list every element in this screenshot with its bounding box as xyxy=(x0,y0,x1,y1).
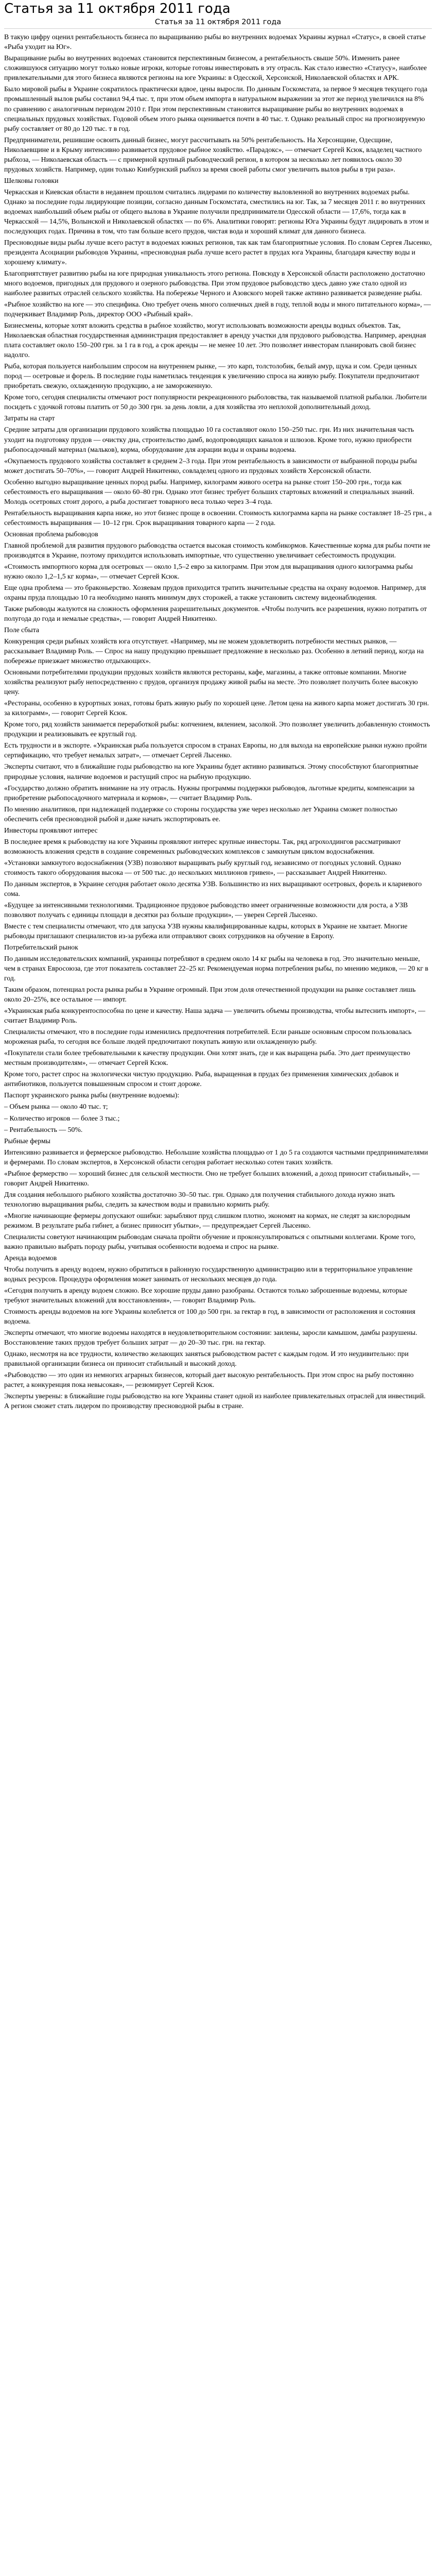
article-paragraph: Эксперты уверены: в ближайшие годы рыбоводство на юге Украины станет одной из наиболее привлекательных отраслей для инвестиций. А регион сможет стать лидером по производству пресноводной рыбы в стране. xyxy=(4,1392,426,1410)
article-paragraph: Рентабельность выращивания карпа ниже, но этот бизнес проще в освоении. Стоимость килограмма карпа на рынке составляет 18–25 грн., а себестоимость выращивания — 10–12 грн. Срок выращивания товарного карпа — 2 года. xyxy=(4,509,432,527)
article-paragraph: Специалисты советуют начинающим рыбоводам сначала пройти обучение и проконсультироваться с опытными коллегами. Кроме того, важно правильно выбрать породу рыбы, учитывая особенности водоема и спрос на рынке. xyxy=(4,1232,416,1250)
article-paragraph: Также рыбоводы жалуются на сложность оформления разрешительных документов. «Чтобы получить все разрешения, нужно потратить от полугода до года и немалые средства», — говорит Андрей Никитенко. xyxy=(4,605,427,623)
article-paragraph: По данным экспертов, в Украине сегодня работает около десятка УЗВ. Большинство из них выращивают осетровых, форель и клариевого сома. xyxy=(4,879,422,897)
article-paragraph: Было мировой рыбы в Украине сократилось практически вдвое, цены выросли. По данным Госкомстата, за первое 9 месяцев текущего года промышленный вылов рыбы составил 94,4 тыс. т, при этом объем импорта в натуральном выражении за этот же период увеличился на 8% по сравнению с аналогичным периодом 2010 г. При этом перспективным становится выращивание рыбы во внутренних водоемах в специальных прудовых хозяйствах. Годовой объем этого рынка оценивается почти в 40 тыс. т. Однако реальный спрос на прогнозируемую рыбу составляет от 80 до 120 тыс. т в год. xyxy=(4,85,428,132)
article-paragraph: Кроме того, ряд хозяйств занимается переработкой рыбы: копчением, вялением, засолкой. Это позволяет увеличить добавленную стоимость продукции и реализовывать ее круглый год. xyxy=(4,720,430,738)
article-paragraph: Пресноводные виды рыбы лучше всего растут в водоемах южных регионов, так как там благоприятные условия. По словам Сергея Лысенко, президента Асоциации рыбоводов Украины, «пресноводная рыба лучше всего растет в прудах юга Украины, благодаря качеству воды и хорошему климату». xyxy=(4,238,432,266)
article-paragraph: «Окупаемость прудового хозяйства составляет в среднем 2–3 года. При этом рентабельность в зависимости от выбранной породы рыбы может достигать 50–70%», — говорит Андрей Никитенко, совладелец одного из прудовых хозяйств Херсонской области. xyxy=(4,456,417,474)
article-paragraph: По мнению аналитиков, при надлежащей поддержке со стороны государства уже через несколько лет Украина сможет полностью обеспечить себя пресноводной рыбой и даже начать экспортировать ее. xyxy=(4,805,397,823)
article-paragraph: «Установки замкнутого водоснабжения (УЗВ) позволяют выращивать рыбу круглый год, независимо от погодных условий. Однако стоимость такого оборудования высока — от 500 тыс. до нескольких миллионов гривен», — рассказывает Андрей Никитенко. xyxy=(4,858,401,876)
article-paragraph: Рыба, которая пользуется наибольшим спросом на внутреннем рынке, — это карп, толстолобик, белый амур, щука и сом. Среди ценных пород — осетровые и форель. В последние годы наметилась тенденция к увеличению спроса на живую рыбу. Покупатели предпочитают приобретать свежую, охлажденную продукцию, а не замороженную. xyxy=(4,362,420,390)
article-paragraph: Стоимость аренды водоемов на юге Украины колеблется от 100 до 500 грн. за гектар в год, в зависимости от расположения и состояния водоема. xyxy=(4,1308,415,1326)
article-paragraph: Есть трудности и в экспорте. «Украинская рыба пользуется спросом в странах Европы, но для выхода на европейские рынки нужно пройти сертификацию, что требует немалых затрат», — отмечает Сергей Лысенко. xyxy=(4,741,427,759)
article-paragraph: – Количество игроков — более 3 тыс.; xyxy=(4,1114,120,1122)
article-paragraph: Основными потребителями продукции прудовых хозяйств являются рестораны, кафе, магазины, а также оптовые компании. Многие хозяйства реализуют рыбу непосредственно с прудов, организуя продажу живой рыбы на месте. Это позволяет получить более высокую цену. xyxy=(4,668,418,696)
document-title: Статья за 11 октября 2011 года xyxy=(4,1,231,16)
article-paragraph: Эксперты считают, что в ближайшие годы рыбоводство на юге Украины будет активно развиваться. Этому способствуют благоприятные природные условия, наличие водоемов и растущий спрос на рыбную продукцию. xyxy=(4,762,418,781)
article-paragraph: «Рыбное фермерство — хороший бизнес для сельской местности. Оно не требует больших вложений, а доход приносит стабильный», — говорит Андрей Никитенко. xyxy=(4,1169,420,1187)
article-paragraph: Еще одна проблема — это браконьерство. Хозяевам прудов приходится тратить значительные средства на охрану водоемов. Например, для охраны пруда площадью 10 га необходимо нанять минимум двух сторожей, а также установить систему видеонаблюдения. xyxy=(4,583,426,601)
document-subtitle: Статья за 11 октября 2011 года xyxy=(154,18,282,27)
article-paragraph: «Государство должно обратить внимание на эту отрасль. Нужны программы поддержки рыбоводов, льготные кредиты, компенсации за приобретение рыбопосадочного материала и кормов», — считает Владимир Роль. xyxy=(4,784,415,802)
article-body xyxy=(4,32,432,1411)
article-paragraph: Эксперты отмечают, что многие водоемы находятся в неудовлетворительном состоянии: заилены, заросли камышом, дамбы разрушены. Восстановление таких прудов требует больших затрат — до 20–30 тыс. грн. на гектар. xyxy=(4,1329,417,1347)
article-paragraph: Затраты на старт xyxy=(4,414,55,422)
article-paragraph: «Украинская рыба конкурентоспособна по цене и качеству. Наша задача — увеличить объемы производства, чтобы вытеснить импорт», — считает Владимир Роль. xyxy=(4,1007,426,1025)
article-paragraph: Черкасская и Киевская области в недавнем прошлом считались лидерами по количеству выловленной во внутренних водоемах рыбы. Однако за последние годы лидирующие позиции, согласно данным Госкомстата, сместились на юг. Так, за 7 месяцев 2011 г. во внутренних водоемах наибольший объем рыбы от общего вылова в Украине получили предприниматели Одесской области — 17,6%, тогда как в Черкасской — 14,5%, Волынской и Николаевской областях — по 6%. Аналитики говорят: регионы Юга Украины будут лидировать в этом и последующих годах. Причина в том, что там больше всего прудов, чистая вода и хороший климат для данного бизнеса. xyxy=(4,188,429,235)
article-paragraph: Поле сбыта xyxy=(4,626,40,634)
article-paragraph: Аренда водоемов xyxy=(4,1253,57,1262)
article-paragraph: Инвесторы проявляют интерес xyxy=(4,826,98,834)
document-header xyxy=(4,2,432,29)
article-paragraph: «Стоимость импортного корма для осетровых — около 1,5–2 евро за килограмм. При этом для выращивания одного килограмма рыбы нужно около 1,2–1,5 кг корма», — отмечает Сергей Ксюк. xyxy=(4,562,413,580)
article-paragraph: Средние затраты для организации прудового хозяйства площадью 10 га составляют около 150–250 тыс. грн. Из них значительная часть уходит на подготовку прудов — очистку дна, строительство дамб, водопроводящих каналов и шлюзов. Кроме того, нужно приобрести рыбопосадочный материал (мальков), корма, оборудование для аэрации воды и охраны водоема. xyxy=(4,426,414,453)
article-paragraph: Кроме того, растет спрос на экологически чистую продукцию. Рыба, выращенная в прудах без применения химических добавок и антибиотиков, пользуется повышенным спросом и стоит дороже. xyxy=(4,1070,399,1088)
article-paragraph: Паспорт украинского рынка рыбы (внутренние водоемы): xyxy=(4,1091,180,1099)
article-paragraph: «Рыбоводство — это один из немногих аграрных бизнесов, который дает высокую рентабельность. При этом спрос на рыбу постоянно растет, а конкуренция пока невысокая», — резюмирует Сергей Ксюк. xyxy=(4,1371,414,1389)
article-paragraph: Вместе с тем специалисты отмечают, что для запуска УЗВ нужны квалифицированные кадры, которых в Украине не хватает. Многие рыбоводы приглашают специалистов из-за рубежа или отправляют своих сотрудников на обучение в Европу. xyxy=(4,922,408,940)
article-paragraph: Шелковы головки xyxy=(4,176,59,184)
article-paragraph: «Сегодня получить в аренду водоем сложно. Все хорошие пруды давно разобраны. Остаются только заброшенные водоемы, которые требуют значительных вложений для восстановления», — говорит Владимир Роль. xyxy=(4,1286,407,1304)
article-paragraph: – Объем рынка — около 40 тыс. т; xyxy=(4,1103,108,1111)
article-paragraph: Конкуренция среди рыбных хозяйств юга отсутствует. «Например, мы не можем удовлетворить потребности местных рынков, — рассказывает Владимир Роль. — Спрос на нашу продукцию превышает предложение в несколько раз. Особенно в летний период, когда на побережье приезжает множество отдыхающих». xyxy=(4,637,424,665)
article-paragraph: «Рыбное хозяйство на юге — это специфика. Оно требует очень много солнечных дней в году, теплой воды и много питательного корма», — подчеркивает Владимир Роль, директор ООО «Рыбный край». xyxy=(4,300,431,318)
article-paragraph: «Многие начинающие фермеры допускают ошибки: зарыбляют пруд слишком плотно, экономят на кормах, не следят за кислородным режимом. В результате рыба гибнет, а бизнес приносит убытки», — предупреждает Сергей Лысенко. xyxy=(4,1211,410,1229)
article-paragraph: Однако, несмотря на все трудности, количество желающих заняться рыбоводством растет с каждым годом. И это неудивительно: при правильной организации бизнеса он приносит стабильный и высокий доход. xyxy=(4,1350,409,1368)
article-paragraph: Потребительский рынок xyxy=(4,943,78,952)
article-paragraph: Бизнесмены, которые хотят вложить средства в рыбное хозяйство, могут использовать возможности аренды водных объектов. Так, Николаевская областная государственная администрация предоставляет в аренду участки для прудового рыбоводства. Например, арендная плата составляет около 150–200 грн. за 1 га в год, а срок аренды — не менее 10 лет. Это позволяет инвесторам планировать свой бизнес надолго. xyxy=(4,321,426,359)
article-paragraph: – Рентабельность — 50%. xyxy=(4,1125,83,1133)
article-paragraph: Благоприятствует развитию рыбы на юге природная уникальность этого региона. Повсюду в Херсонской области расположено достаточно много водоемов, пригодных для прудового и озерного рыбоводства. При этом прудовое рыбоводство здесь давно уже стало одной из наиболее развитых отраслей сельского хозяйства. На побережье Черного и Азовского морей также активно развивается разведение рыбы. xyxy=(4,269,425,297)
article-paragraph: «Покупатели стали более требовательными к качеству продукции. Они хотят знать, где и как выращена рыба. Это дает преимущество местным производителям», — отмечает Сергей Ксюк. xyxy=(4,1049,410,1067)
article-paragraph: Предприниматели, решившие освоить данный бизнес, могут рассчитывать на 50% рентабельность. На Херсонщине, Одесщине, Николаевщине и в Крыму интенсивно развивается прудовое рыбное хозяйство. «Парадокс», — отмечает Сергей Ксюк, владелец частного рыбхоза, — Николаевская область — с примерной крупный рыбоводческий регион, в котором за несколько лет появилось около 30 прудовых хозяйств. Например, один только Кинбурнский рыбхоз за время своей работы смог увеличить вылов рыбы в три раза». xyxy=(4,135,422,173)
article-paragraph: По данным исследовательских компаний, украинцы потребляют в среднем около 14 кг рыбы на человека в год. Это значительно меньше, чем в странах Евросоюза, где этот показатель составляет 22–25 кг. Рекомендуемая норма потребления рыбы, по мнению медиков, — 20 кг в год. xyxy=(4,955,429,982)
article-paragraph: Рыбные фермы xyxy=(4,1137,50,1145)
article-paragraph: Основная проблема рыбоводов xyxy=(4,530,98,538)
article-paragraph: Особенно выгодно выращивание ценных пород рыбы. Например, килограмм живого осетра на рынке стоит 150–200 грн., тогда как себестоимость его выращивания — около 60–80 грн. Однако этот бизнес требует больших стартовых вложений и специальных знаний. Молодь осетровых стоит дорого, а рыба достигает товарного веса только через 3–4 года. xyxy=(4,478,414,505)
article-paragraph: «Будущее за интенсивными технологиями. Традиционное прудовое рыбоводство имеет ограниченные возможности для роста, а УЗВ позволяют получать с единицы площади в десятки раз больше продукции», — уверен Сергей Лысенко. xyxy=(4,901,408,919)
article-paragraph: Специалисты отмечают, что в последние годы изменились предпочтения потребителей. Если раньше основным спросом пользовалась мороженая рыба, то сегодня все больше людей предпочитают покупать живую или охлажденную рыбу. xyxy=(4,1028,412,1046)
article-paragraph: Выращивание рыбы во внутренних водоемах становится перспективным бизнесом, а рентабельность свыше 50%. Изменить ранее сложившуюся ситуацию могут только новые игроки, которые готовы инвестировать в эту отрасль. Как стало известно «Статусу», наиболее привлекательными для этого бизнеса являются регионы на юге Украины: в Одесской, Херсонской, Николаевской областях и АРК. xyxy=(4,54,427,82)
article-paragraph: Чтобы получить в аренду водоем, нужно обратиться в районную государственную администрацию или в территориальное управление водных ресурсов. Процедура оформления может занимать от нескольких месяцев до года. xyxy=(4,1265,413,1283)
article-paragraph: Главной проблемой для развития прудового рыбоводства остается высокая стоимость комбикормов. Качественные корма для рыбы почти не производятся в Украине, поэтому приходится использовать импортные, что существенно увеличивает себестоимость продукции. xyxy=(4,541,430,559)
article-paragraph: В последнее время к рыбоводству на юге Украины проявляют интерес крупные инвесторы. Так, ряд агрохолдингов рассматривают возможность вложения средств в создание современных рыбоводческих комплексов с замкнутым циклом водоснабжения. xyxy=(4,837,401,855)
article-paragraph: Таким образом, потенциал роста рынка рыбы в Украине огромный. При этом доля отечественной продукции на рынке составляет лишь около 20–25%, все остальное — импорт. xyxy=(4,986,416,1004)
article-paragraph: Кроме того, сегодня специалисты отмечают рост популярности рекреационного рыболовства, так называемой платной рыбалки. Любители посидеть с удочкой готовы платить от 50 до 300 грн. за день ловли, а для хозяйства это неплохой дополнительный доход. xyxy=(4,393,427,411)
article-paragraph: «Рестораны, особенно в курортных зонах, готовы брать живую рыбу по хорошей цене. Летом цена на живого карпа может достигать 30 грн. за килограмм», — говорит Сергей Ксюк. xyxy=(4,699,429,717)
article-paragraph: Интенсивно развивается и фермерское рыбоводство. Небольшие хозяйства площадью от 1 до 5 га создаются частными предпринимателями и фермерами. По словам экспертов, в Херсонской области сегодня работает несколько сотен таких хозяйств. xyxy=(4,1148,428,1166)
article-paragraph: В такую цифру оценил рентабельность бизнеса по выращиванию рыбы во внутренних водоемах Украины журнал «Статус», в своей статье «Рыба уходит на Юг». xyxy=(4,33,426,51)
article-paragraph: Для создания небольшого рыбного хозяйства достаточно 30–50 тыс. грн. Однако для получения стабильного дохода нужно знать технологию выращивания рыбы, следить за качеством воды и правильно кормить рыбу. xyxy=(4,1190,395,1208)
